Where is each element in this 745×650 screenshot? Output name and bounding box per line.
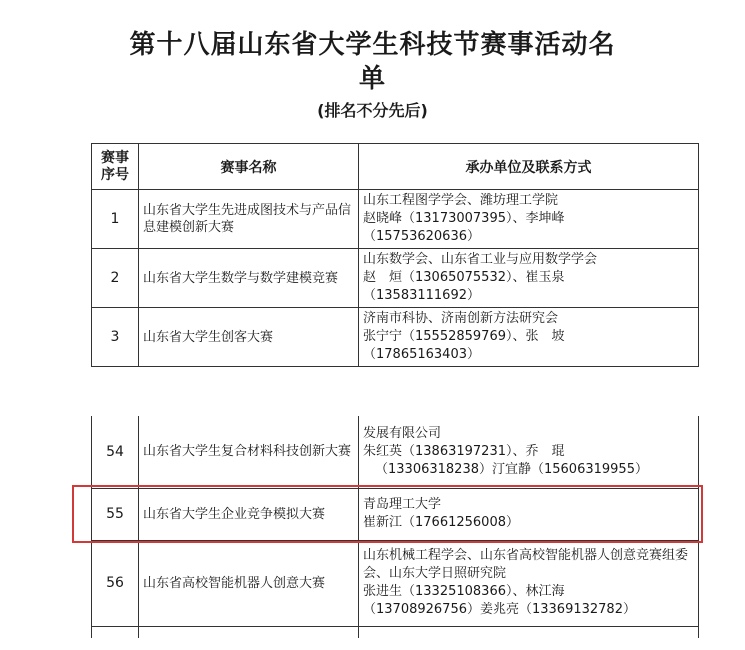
organizer-contact — [359, 190, 699, 249]
org-line: 山东数学会、山东省工业与应用数学学会 — [363, 252, 598, 267]
organizer-contact — [359, 308, 699, 367]
org-line: 山东工程图学学会、潍坊理工学院 — [363, 193, 559, 208]
event-name: 山东省大学生企业竞争模拟大赛 — [139, 488, 359, 540]
org-line: （17865163403） — [363, 347, 480, 362]
table-row — [92, 308, 699, 367]
org-line: 张进生（13325108366）、林江海 — [363, 584, 565, 599]
event-name: 山东省大学生先进成图技术与产品信息建模创新大赛 — [139, 190, 359, 249]
subtitle: (排名不分先后) — [317, 101, 428, 120]
events-table-top — [91, 143, 699, 367]
organizer-contact — [359, 540, 699, 626]
page-cut-bottom — [85, 638, 705, 650]
row-number: 1 — [92, 190, 139, 249]
row-number: 54 — [92, 416, 139, 488]
table-row — [92, 416, 699, 488]
header-seq: 赛事 序号 — [92, 144, 139, 190]
org-line: 朱红英（13863197231）、乔 琨 — [363, 443, 565, 459]
table-row — [92, 249, 699, 308]
event-name: 山东省大学生创客大赛 — [139, 308, 359, 367]
org-line: 崔新江（17661256008） — [363, 515, 519, 530]
org-line: 青岛理工大学 — [363, 497, 442, 512]
header-org: 承办单位及联系方式 — [359, 144, 699, 190]
organizer-contact — [359, 249, 699, 308]
event-name: 山东省高校智能机器人创意大赛 — [139, 540, 359, 626]
org-line: （15753620636） — [363, 229, 480, 244]
org-line: 发展有限公司 — [363, 425, 442, 441]
table-row — [92, 190, 699, 249]
event-name: 山东省大学生数学与数学建模竞赛 — [139, 249, 359, 308]
org-line: 济南市科协、济南创新方法研究会 — [363, 311, 559, 326]
page-break-gap — [85, 387, 705, 411]
table-header-row — [92, 144, 699, 190]
organizer-contact — [359, 416, 699, 488]
org-line: 张宁宁（15552859769）、张 坡 — [363, 329, 565, 344]
org-line: 赵晓峰（13173007395）、李坤峰 — [363, 211, 565, 226]
table-row — [92, 540, 699, 626]
org-line: （13306318238）汀宜静（15606319955） — [375, 461, 648, 477]
title-line-2: 单 — [358, 64, 386, 94]
highlight-box — [72, 485, 703, 543]
header-name: 赛事名称 — [139, 144, 359, 190]
row-number: 55 — [92, 488, 139, 540]
document-title — [0, 28, 745, 96]
row-number: 2 — [92, 249, 139, 308]
org-line: 赵 烜（13065075532）、崔玉泉 — [363, 270, 565, 285]
row-number: 56 — [92, 540, 139, 626]
title-line-1: 第十八届山东省大学生科技节赛事活动名 — [129, 30, 616, 60]
event-name: 山东省大学生复合材料科技创新大赛 — [139, 416, 359, 488]
org-line: 山东机械工程学会、山东省高校智能机器人创意竞赛组委会、山东大学日照研究院 — [363, 548, 689, 581]
row-number: 3 — [92, 308, 139, 367]
org-line: （13583111692） — [363, 288, 480, 303]
org-line: （13708926756）姜兆亮（13369132782） — [363, 602, 636, 617]
